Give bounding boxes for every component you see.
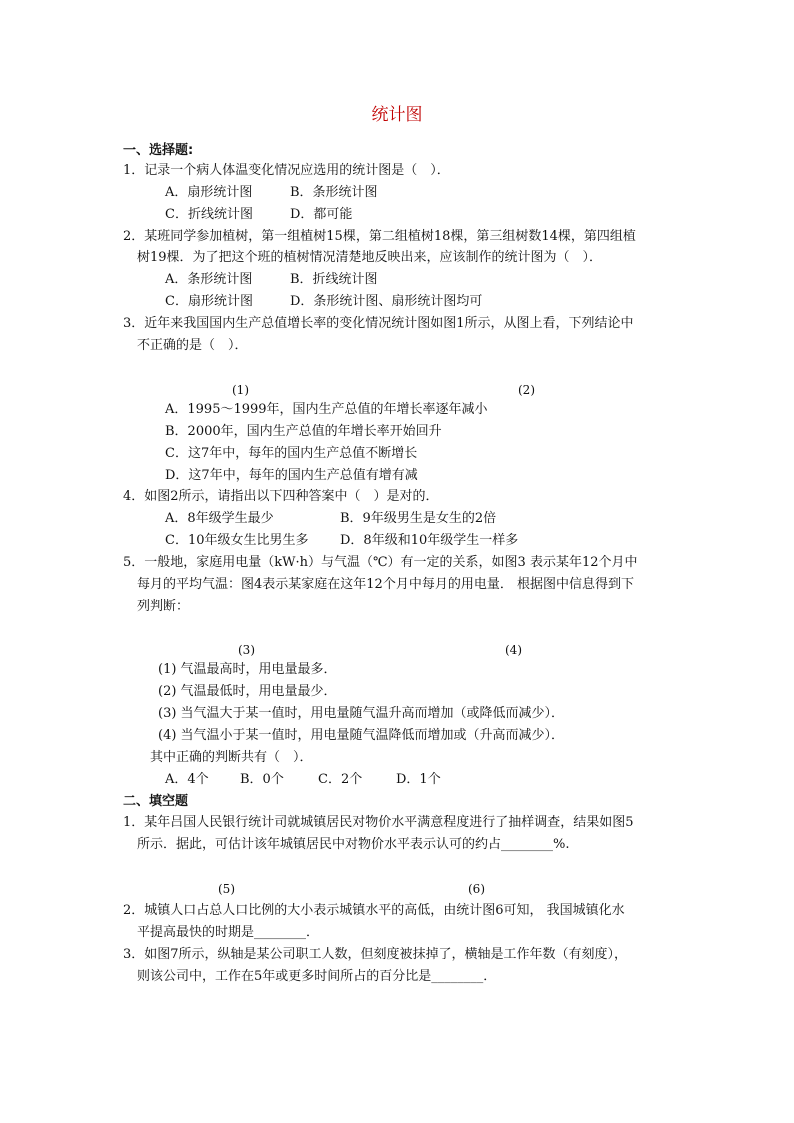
q2-option-a: A．条形统计图 bbox=[165, 272, 253, 287]
q2-stem-line1: 2．某班同学参加植树，第一组植树15棵，第二组植树18棵，第三组树数14棵，第四组植 bbox=[123, 229, 636, 244]
q5-statement-2: (2) 气温最低时，用电量最少． bbox=[158, 684, 337, 699]
q5-stem-line1: 5．一般地，家庭用电量（kW·h）与气温（℃）有一定的关系，如图3 表示某年12个月中 bbox=[123, 555, 638, 570]
q5-statement-1: (1) 气温最高时，用电量最多． bbox=[158, 662, 337, 677]
q5-option-b: B．0个 bbox=[240, 772, 284, 787]
f2-stem-line1: 2．城镇人口占总人口比例的大小表示城镇水平的高低，由统计图6可知， 我国城镇化水 bbox=[123, 903, 625, 918]
f1-stem-line1: 1．某年吕国人民银行统计司就城镇居民对物价水平满意程度进行了抽样调查，结果如图5 bbox=[123, 815, 634, 830]
f1-stem-line2: 所示．据此，可估计该年城镇居民中对物价水平表示认可的约占________%. bbox=[137, 837, 570, 852]
figure-2-label: (2) bbox=[518, 383, 535, 397]
q5-option-c: C．2个 bbox=[318, 772, 363, 787]
q2-option-d: D．条形统计图、扇形统计图均可 bbox=[290, 294, 483, 309]
page-title: 统计图 bbox=[371, 105, 423, 125]
figure-1-label: (1) bbox=[232, 383, 249, 397]
figure-4-label: (4) bbox=[505, 643, 522, 657]
figure-5-label: (5) bbox=[218, 882, 235, 896]
q4-option-d: D．8年级和10年级学生一样多 bbox=[340, 533, 519, 548]
q5-question: 其中正确的判断共有（ ）． bbox=[150, 750, 313, 765]
q5-option-a: A．4个 bbox=[165, 772, 209, 787]
q3-option-c: C．这7年中，每年的国内生产总值不断增长 bbox=[165, 446, 418, 461]
q1-stem: 1．记录一个病人体温变化情况应选用的统计图是（ ）． bbox=[123, 163, 450, 178]
q4-option-b: B．9年级男生是女生的2倍 bbox=[340, 511, 497, 526]
q1-option-a: A．扇形统计图 bbox=[165, 185, 253, 200]
section-fill-heading: 二、填空题 bbox=[123, 794, 189, 809]
q1-option-d: D．都可能 bbox=[290, 207, 353, 222]
q4-stem: 4．如图2所示，请指出以下四种答案中（ ）是对的． bbox=[123, 489, 439, 504]
figure-6-label: (6) bbox=[468, 882, 485, 896]
q2-stem-line2: 树19棵．为了把这个班的植树情况清楚地反映出来，应该制作的统计图为（ ）． bbox=[137, 250, 603, 265]
q5-statement-4: (4) 当气温小于某一值时，用电量随气温降低而增加或（升高而减少）． bbox=[158, 728, 565, 743]
q3-stem-line1: 3．近年来我国国内生产总值增长率的变化情况统计图如图1所示，从图上看，下列结论中 bbox=[123, 316, 634, 331]
q4-option-a: A．8年级学生最少 bbox=[165, 511, 274, 526]
q1-option-b: B．条形统计图 bbox=[290, 185, 378, 200]
f3-stem-line2: 则该公司中，工作在5年或更多时间所占的百分比是________． bbox=[137, 969, 497, 984]
q5-stem-line2: 每月的平均气温：图4表示某家庭在这年12个月中每月的用电量． 根据图中信息得到下 bbox=[137, 577, 634, 592]
f3-stem-line1: 3．如图7所示，纵轴是某公司职工人数，但刻度被抹掉了，横轴是工作年数（有刻度）， bbox=[123, 947, 628, 962]
q3-option-a: A．1995～1999年，国内生产总值的年增长率逐年减小 bbox=[165, 402, 488, 417]
q3-option-d: D．这7年中，每年的国内生产总值有增有减 bbox=[165, 468, 418, 483]
q4-option-c: C．10年级女生比男生多 bbox=[165, 533, 309, 548]
q1-option-c: C．折线统计图 bbox=[165, 207, 253, 222]
q5-statement-3: (3) 当气温大于某一值时，用电量随气温升高而增加（或降低而减少）． bbox=[158, 706, 565, 721]
q3-stem-line2: 不正确的是（ ）． bbox=[137, 338, 248, 353]
figure-3-label: (3) bbox=[238, 643, 255, 657]
f2-stem-line2: 平提高最快的时期是________． bbox=[137, 925, 320, 940]
q5-option-d: D．1个 bbox=[396, 772, 441, 787]
q3-option-b: B．2000年，国内生产总值的年增长率开始回升 bbox=[165, 424, 442, 439]
q5-stem-line3: 列判断： bbox=[137, 599, 190, 614]
q2-option-b: B．折线统计图 bbox=[290, 272, 378, 287]
q2-option-c: C．扇形统计图 bbox=[165, 294, 253, 309]
section-choice-heading: 一、选择题: bbox=[123, 143, 194, 158]
